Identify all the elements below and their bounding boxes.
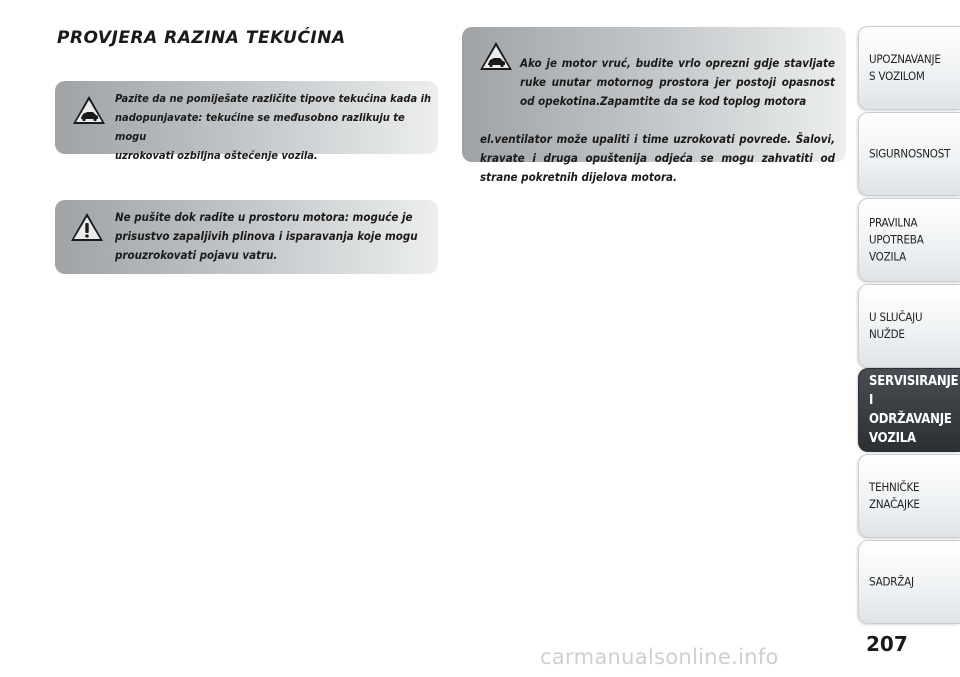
tab-label: PRAVILNA UPOTREBA VOZILA xyxy=(869,215,924,264)
tab-tehnicke-znacajke[interactable] xyxy=(858,454,960,538)
warning-text-rest: el.ventilator može upaliti i time uzrokovati povrede. Šalovi, kravate i druga opuštenija odjeća se mogu zahvatiti od strane pokretnih dijelova motora. xyxy=(480,132,835,184)
watermark: carmanualsonline.info xyxy=(540,645,779,669)
tab-label: SIGURNOSNOST xyxy=(869,146,951,161)
tab-pravilna-upotreba-vozila[interactable] xyxy=(858,198,960,282)
warning-box-fluid-mixing xyxy=(55,81,438,162)
tab-label: U SLUČAJU NUŽDE xyxy=(869,310,923,341)
tab-upoznavanje-s-vozilom[interactable] xyxy=(858,26,960,110)
tab-label: SADRŽAJ xyxy=(869,574,914,589)
exclamation-warning-icon xyxy=(70,212,104,242)
warning-text: Ne pušite dok radite u prostoru motora: moguće je prisustvo zapaljivih plinova i isparavanja koje mogu prouzrokovati pojavu vatru. xyxy=(115,210,418,262)
tab-label: TEHNIČKE ZNAČAJKE xyxy=(869,480,920,511)
tab-u-slucaju-nuzde[interactable] xyxy=(858,284,960,368)
section-title: PROVJERA RAZINA TEKUĆINA xyxy=(57,28,346,48)
warning-text-indented: Ako je motor vruć, budite vrlo oprezni gdje stavljate ruke unutar motornog prostora jer postoji opasnost od opekotina.Zapamtite da se kod toplog motora xyxy=(520,56,835,108)
car-hazard-warning-icon xyxy=(72,95,106,125)
warning-text: Pazite da ne pomiješate različite tipove tekućina kada ih nadopunjavate: tekućine se međusobno razlikuju te mogu uzrokovati ozbiljna oštećenje vozila. xyxy=(115,92,432,162)
warning-text xyxy=(480,35,835,187)
tab-servisiranje-i-odrzavanje-vozila[interactable] xyxy=(858,368,960,452)
tab-label: UPOZNAVANJE S VOZILOM xyxy=(869,52,941,83)
tab-label: SERVISIRANJE I ODRŽAVANJE VOZILA xyxy=(869,374,959,446)
tab-sigurnosnost[interactable] xyxy=(858,112,960,196)
tab-sadrzaj[interactable] xyxy=(858,540,960,624)
page-number: 207 xyxy=(866,632,908,656)
warning-box-hot-engine xyxy=(462,27,846,184)
warning-box-no-smoking xyxy=(55,200,438,274)
